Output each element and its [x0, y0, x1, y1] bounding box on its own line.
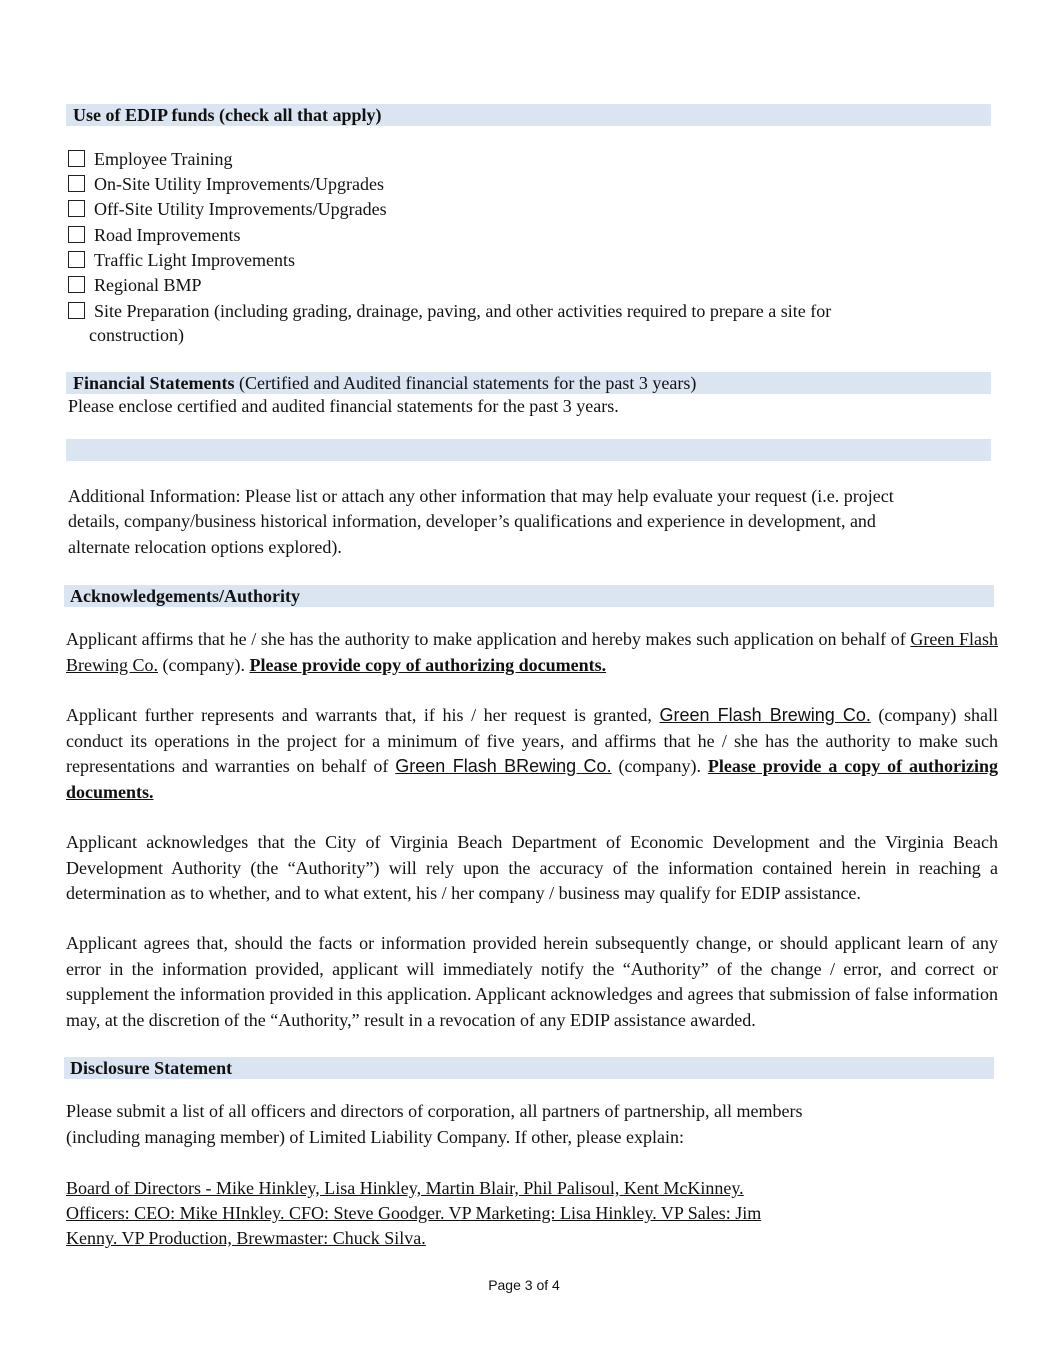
- financial-heading: [73, 372, 696, 394]
- edip-funds-heading: Use of EDIP funds (check all that apply): [73, 105, 382, 125]
- additional-info-line-1: Additional Information: Please list or attach any other information that may help evaluate your request (i.e. project: [68, 486, 894, 506]
- p1-company-field[interactable]: Green Flash Brewing Co.: [66, 629, 999, 675]
- checkbox-label: Traffic Light Improvements: [94, 250, 295, 270]
- checkbox-label: Employee Training: [94, 149, 233, 169]
- acknowledgement-paragraph-2: [66, 703, 998, 805]
- financial-heading-rest: (Certified and Audited financial statements for the past 3 years): [234, 373, 697, 393]
- checkbox-label: Regional BMP: [94, 275, 202, 295]
- p1-authorizing-note: Please provide copy of authorizing documents.: [249, 654, 607, 675]
- p2-text-3: (company).: [611, 756, 708, 776]
- financial-heading-bold: Financial Statements: [73, 373, 235, 393]
- checkbox-label: Site Preparation (including grading, drainage, paving, and other activities required to prepare a site for: [94, 301, 832, 321]
- checkbox-label: Road Improvements: [94, 225, 241, 245]
- checkbox-box[interactable]: [68, 302, 85, 319]
- disclosure-intro-2: (including managing member) of Limited Liability Company. If other, please explain:: [66, 1127, 684, 1147]
- p1-text-2: (company).: [158, 654, 250, 675]
- blank-heading-bar: [66, 439, 991, 461]
- disclosure-answer-line-3[interactable]: Kenny. VP Production, Brewmaster: Chuck Silva.: [66, 1228, 426, 1248]
- acknowledgement-paragraph-1: [66, 627, 998, 678]
- disclosure-intro-1: Please submit a list of all officers and directors of corporation, all partners of partnership, all members: [66, 1101, 803, 1121]
- p1-text: Applicant affirms that he / she has the authority to make application and hereby makes such application on behalf of: [66, 629, 906, 649]
- additional-info-line-2: details, company/business historical information, developer’s qualifications and experience in development, and: [68, 511, 876, 531]
- acknowledgements-heading: Acknowledgements/Authority: [70, 586, 300, 606]
- checkbox-label: Off-Site Utility Improvements/Upgrades: [94, 199, 387, 219]
- p2-company-field-2[interactable]: Green Flash BRewing Co.: [395, 756, 612, 776]
- checkbox-box[interactable]: [68, 150, 85, 167]
- acknowledgement-paragraph-4: Applicant agrees that, should the facts or information provided herein subsequently change, or should applicant learn of any error in the information provided, applicant will immediately notify the “Authority” of the change / error, and correct or supplement the information provided in this application. Applicant acknowledges and agrees that submission of false information may, at the discretion of the “Authority,” result in a revocation of any EDIP assistance awarded.: [66, 933, 998, 1030]
- checkbox-box[interactable]: [68, 175, 85, 192]
- p2-text: Applicant further represents and warrants that, if his / her request is granted,: [66, 705, 660, 725]
- site-preparation-continuation: construction): [89, 325, 184, 345]
- acknowledgement-paragraph-3: Applicant acknowledges that the City of Virginia Beach Department of Economic Development and the Virginia Beach Development Authority (the “Authority”) will rely upon the accuracy of the information contained herein in reaching a determination as to whether, and to what extent, his / her company / business may qualify for EDIP assistance.: [66, 832, 998, 903]
- checkbox-box[interactable]: [68, 276, 85, 293]
- p2-company-field-1[interactable]: Green Flash Brewing Co.: [659, 705, 871, 725]
- disclosure-answer-line-1[interactable]: Board of Directors - Mike Hinkley, Lisa Hinkley, Martin Blair, Phil Palisoul, Kent McKinney.: [66, 1178, 744, 1198]
- disclosure-heading: Disclosure Statement: [70, 1058, 233, 1078]
- financial-body: Please enclose certified and audited financial statements for the past 3 years.: [68, 396, 619, 416]
- page-number: Page 3 of 4: [488, 1277, 560, 1293]
- checkbox-box[interactable]: [68, 226, 85, 243]
- checkbox-box[interactable]: [68, 200, 85, 217]
- additional-info-line-3: alternate relocation options explored).: [68, 537, 342, 557]
- checkbox-box[interactable]: [68, 251, 85, 268]
- checkbox-label: On-Site Utility Improvements/Upgrades: [94, 174, 384, 194]
- disclosure-answer-line-2[interactable]: Officers: CEO: Mike HInkley. CFO: Steve Goodger. VP Marketing: Lisa Hinkley. VP Sales: Jim: [66, 1203, 762, 1223]
- p2-authorizing-note: Please provide a copy of authorizing documents.: [66, 756, 999, 802]
- p2-text-2: (company) shall conduct its operations in the project for a minimum of five years, and affirms that he / she has the authority to make such representations and warranties on behalf of: [66, 705, 998, 776]
